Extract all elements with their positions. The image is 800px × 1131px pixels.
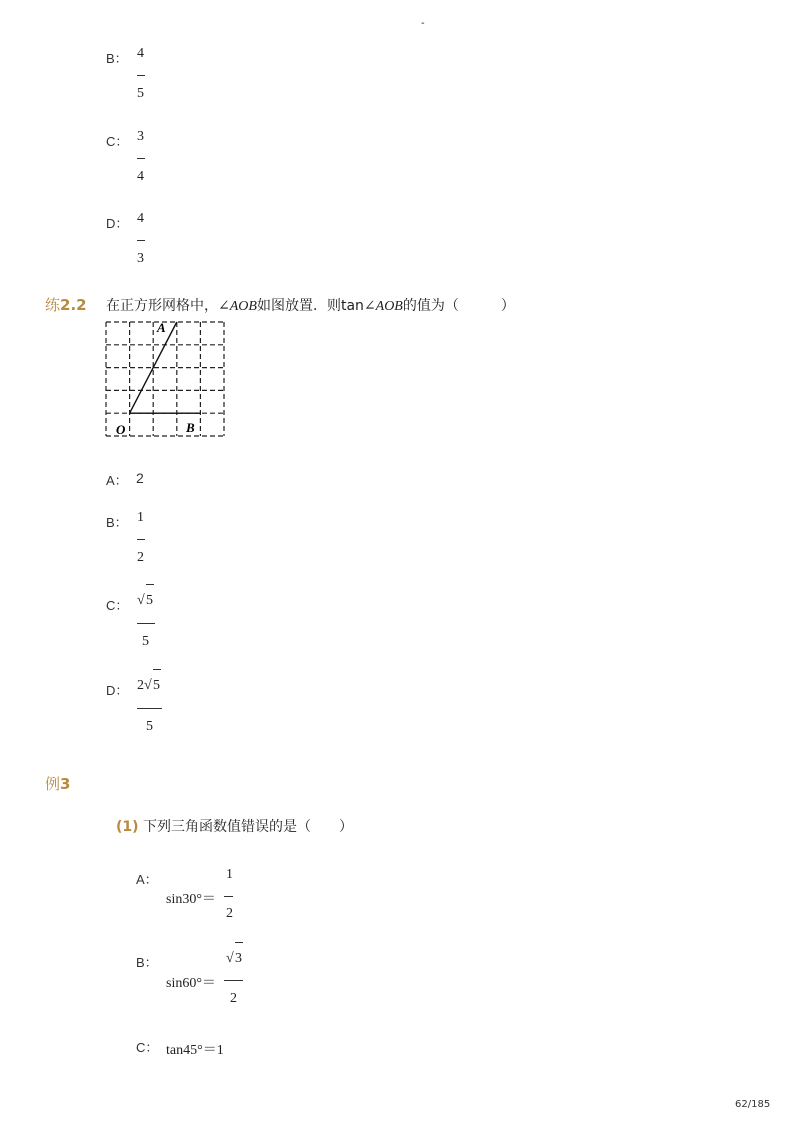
fraction-denominator: 5 — [146, 719, 153, 734]
option-label-d: D： — [106, 683, 129, 698]
fraction-numerator: 5 — [153, 678, 160, 693]
option-b-denominator-wrap — [137, 86, 167, 102]
sub-question-text: 下列三角函数值错误的是（ ） — [143, 819, 353, 835]
option-label-c: C： — [136, 1040, 159, 1055]
fraction-bar — [137, 708, 162, 709]
option-label-c: C： — [106, 134, 129, 149]
fraction-bar — [137, 539, 145, 540]
option-d-denominator-wrap — [137, 251, 167, 267]
fraction-bar — [224, 896, 233, 897]
option-c-denominator-wrap — [137, 169, 167, 185]
question-label-prefix: 练 — [45, 296, 61, 314]
angle-symbol: ∠ — [363, 299, 376, 314]
radical-sign: √ — [144, 678, 152, 693]
coefficient: 2 — [137, 678, 144, 693]
radical-bar — [153, 669, 161, 670]
angle-symbol: ∠ — [218, 299, 230, 314]
option-a-value: 2 — [136, 470, 144, 486]
question-text-part: 的值为（ ） — [402, 298, 515, 314]
option-d-fraction — [137, 211, 167, 227]
dashed-grid — [106, 322, 224, 436]
point-label-o: O — [116, 422, 126, 437]
page-number: 62/185 — [735, 1099, 771, 1110]
question-text — [106, 295, 515, 315]
option-label-a: A： — [106, 473, 128, 488]
fraction-bar — [137, 623, 155, 624]
radical-sign: √ — [226, 951, 234, 966]
option-label-c: C： — [106, 598, 129, 613]
option-label-b: B： — [106, 515, 128, 530]
point-label-a: A — [157, 320, 166, 335]
radical-bar — [146, 584, 154, 585]
sub-question — [116, 816, 353, 836]
fraction-denominator: 2 — [230, 991, 237, 1006]
fraction-bar — [137, 75, 145, 76]
point-label-b: B — [186, 420, 195, 435]
fraction-numerator: 5 — [146, 593, 153, 608]
option-c-expression: tan45°＝1 — [166, 1043, 224, 1058]
angle-name: AOB — [375, 299, 403, 314]
grid-figure — [104, 320, 228, 440]
fraction-denominator: 3 — [137, 251, 144, 266]
fraction-bar — [137, 158, 145, 159]
fraction-bar — [137, 240, 145, 241]
option-label-d: D： — [106, 216, 129, 231]
option-b-fraction — [137, 46, 167, 62]
fraction-numerator: 1 — [137, 510, 144, 525]
segment-oa — [130, 322, 177, 413]
fraction-numerator: 3 — [235, 951, 242, 966]
fraction-denominator: 5 — [137, 86, 144, 101]
option-label-a: A： — [136, 872, 158, 887]
option-b-lhs: sin60°＝ — [166, 976, 216, 991]
fraction-bar — [224, 980, 243, 981]
question-text-part: 在正方形网格中， — [106, 298, 218, 314]
example-label-prefix: 例 — [45, 775, 61, 793]
question-text-part: 如图放置．则tan — [256, 298, 364, 314]
fraction-numerator: 4 — [137, 211, 144, 226]
radical-sign: √ — [137, 593, 145, 608]
option-a-lhs: sin30°＝ — [166, 892, 216, 907]
fraction-numerator: 4 — [137, 46, 144, 61]
question-label-number: 2.2 — [60, 296, 87, 314]
fraction-denominator: 2 — [226, 906, 233, 921]
example-label — [45, 773, 70, 794]
fraction-denominator: 5 — [142, 634, 149, 649]
fraction-denominator: 4 — [137, 169, 144, 184]
angle-name: AOB — [229, 299, 257, 314]
radical-bar — [235, 942, 243, 943]
fraction-denominator: 2 — [137, 550, 144, 565]
option-c-fraction — [137, 129, 167, 145]
fraction-numerator: 1 — [226, 867, 233, 882]
sub-question-label: (1) — [116, 819, 139, 835]
fraction-numerator: 3 — [137, 129, 144, 144]
option-label-b: B： — [136, 955, 158, 970]
option-label-b: B： — [106, 51, 128, 66]
example-label-number: 3 — [60, 775, 71, 793]
question-label — [45, 294, 87, 315]
header-mark: - — [421, 18, 425, 29]
